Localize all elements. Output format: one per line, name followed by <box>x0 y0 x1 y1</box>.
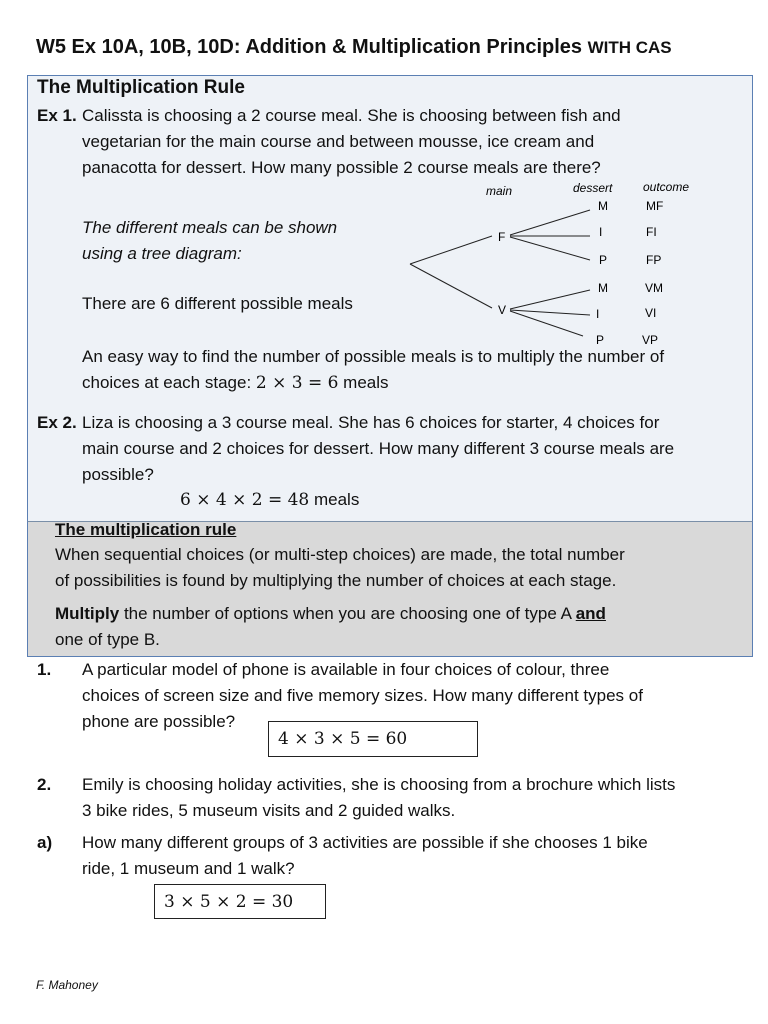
tree-main-v: V <box>498 303 507 317</box>
tree-header-outcome: outcome <box>643 180 690 194</box>
easy-way-text: choices at each stage: <box>82 373 256 392</box>
tree-caption-2: using a tree diagram: <box>82 244 242 263</box>
rule-line-1: When sequential choices (or multi-step choices) are made, the total number <box>55 545 625 564</box>
easy-way-math: 2 × 3 = 6 <box>255 373 339 393</box>
tree-dessert-1: M <box>598 199 608 213</box>
tree-dessert-4: M <box>598 281 608 295</box>
tree-main-f: F <box>498 230 506 244</box>
tree-header-dessert: dessert <box>573 181 613 195</box>
branch-v <box>410 264 492 308</box>
q1-line-3: phone are possible? <box>82 712 236 731</box>
q2a-line-1: How many different groups of 3 activities are possible if she chooses 1 bike <box>82 833 648 852</box>
rule-multiply-mid: the number of options when you are choosing one of type A <box>119 604 576 623</box>
ex2-math: 6 × 4 × 2 = 48 <box>180 490 310 510</box>
rule-multiply-bold: Multiply <box>55 604 120 623</box>
title-main: W5 Ex 10A, 10B, 10D: Addition & Multiplication Principles <box>36 36 583 58</box>
branch-vp <box>510 311 583 336</box>
ex1-line-1: Calissta is choosing a 2 course meal. She is choosing between fish and <box>82 106 621 125</box>
tree-diagram <box>400 178 730 348</box>
branch-fm <box>510 210 590 235</box>
q1-line-1: A particular model of phone is available in four choices of colour, three <box>82 660 610 679</box>
q2-number: 2. <box>37 775 52 794</box>
tree-outcome-6: VP <box>642 333 659 347</box>
tree-dessert-3: P <box>599 253 608 267</box>
tree-outcome-3: FP <box>646 253 662 267</box>
rule-multiply-line <box>55 601 606 627</box>
q2a-number: a) <box>37 833 53 852</box>
rule-and-word: and <box>575 604 606 623</box>
tree-dessert-6: P <box>596 333 605 347</box>
easy-way-line-2 <box>82 370 389 396</box>
branch-vm <box>510 290 590 309</box>
ex1-line-3: panacotta for dessert. How many possible 2 course meals are there? <box>82 158 601 177</box>
rule-line-2: of possibilities is found by multiplying the number of choices at each stage. <box>55 571 617 590</box>
q1-number: 1. <box>37 660 52 679</box>
q1-line-2: choices of screen size and five memory sizes. How many different types of <box>82 686 643 705</box>
ex2-line-3: possible? <box>82 465 154 484</box>
easy-way-tail: meals <box>338 373 389 392</box>
page-title <box>36 36 672 59</box>
branch-f <box>410 236 492 264</box>
tree-caption-1: The different meals can be shown <box>82 218 338 237</box>
easy-way-line-1: An easy way to find the number of possible meals is to multiply the number of <box>82 347 665 366</box>
ex2-label: Ex 2. <box>37 413 77 432</box>
q2a-line-2: ride, 1 museum and 1 walk? <box>82 859 295 878</box>
tree-outcome-2: FI <box>646 225 657 239</box>
panel-heading: The Multiplication Rule <box>37 77 245 98</box>
tree-outcome-5: VI <box>645 306 657 320</box>
ex2-line-2: main course and 2 choices for dessert. How many different 3 course meals are <box>82 439 675 458</box>
q1-answer-box[interactable]: 4 × 3 × 5 = 60 <box>268 721 478 757</box>
rule-multiply-end: one of type B. <box>55 630 160 649</box>
tree-outcome-4: VM <box>645 281 663 295</box>
tree-outcome-1: MF <box>646 199 664 213</box>
ex1-summary: There are 6 different possible meals <box>82 294 353 313</box>
branch-fp <box>510 237 590 260</box>
ex1-line-2: vegetarian for the main course and between mousse, ice cream and <box>82 132 595 151</box>
ex1-label: Ex 1. <box>37 106 77 125</box>
tree-dessert-2: I <box>599 225 603 239</box>
q2a-answer-box[interactable]: 3 × 5 × 2 = 30 <box>154 884 326 919</box>
tree-header-main: main <box>486 184 513 198</box>
ex2-line-1: Liza is choosing a 3 course meal. She has 6 choices for starter, 4 choices for <box>82 413 660 432</box>
rule-heading: The multiplication rule <box>55 520 237 539</box>
title-suffix: WITH CAS <box>587 38 672 57</box>
branch-vi <box>510 310 590 315</box>
q2-line-1: Emily is choosing holiday activities, she is choosing from a brochure which lists <box>82 775 676 794</box>
ex2-answer <box>180 487 359 513</box>
tree-dessert-5: I <box>596 307 600 321</box>
ex2-math-tail: meals <box>309 490 360 509</box>
q2-line-2: 3 bike rides, 5 museum visits and 2 guided walks. <box>82 801 456 820</box>
footer-author: F. Mahoney <box>36 978 98 992</box>
